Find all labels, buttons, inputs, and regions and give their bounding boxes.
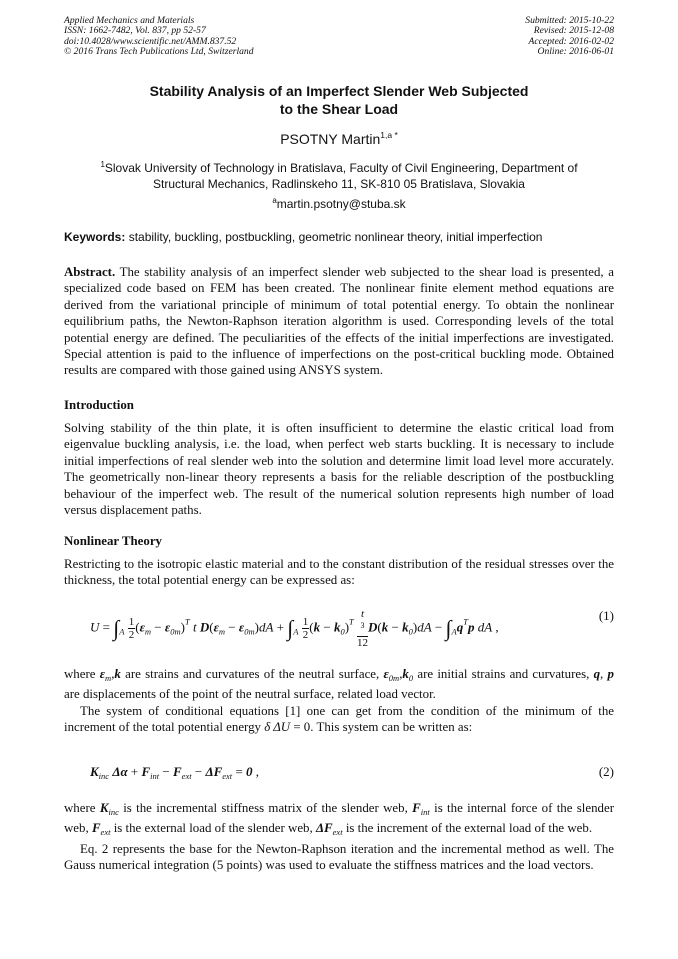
- dates-header: [525, 16, 614, 58]
- introduction-text: [64, 420, 614, 518]
- affiliation-line-1: Slovak University of Technology in Bratislava, Faculty of Civil Engineering, Department of: [104, 161, 578, 175]
- abstract-text: The stability analysis of an imperfect slender web subjected to the shear load is presented, a specialized code based on FEM has been created. The nonlinear finite element method equations are derived from the variational principle of minimum of total potential energy. To obtain the nonlinear equilibrium paths, the Newton-Raphson iteration algorithm is used. Corresponding levels of the total potential energy are defined. The peculiarities of the effects of the initial imperfections are investigated. Special attention is paid to the influence of imperfections on the post-critical buckling mode. Obtained results are compared with those gained using ANSYS system.: [64, 265, 614, 378]
- date-submitted: Submitted: 2015-10-22: [525, 15, 614, 26]
- date-revised: Revised: 2015-12-08: [533, 25, 614, 37]
- author-name: PSOTNY Martin: [280, 131, 381, 147]
- equation-1: [64, 608, 614, 650]
- date-accepted: Accepted: 2016-02-02: [528, 35, 614, 47]
- title-line-1: Stability Analysis of an Imperfect Slender Web Subjected: [149, 83, 529, 99]
- affiliation-sup: 1: [100, 160, 105, 169]
- equation-2-number: (2): [598, 764, 614, 779]
- abstract-label: Abstract.: [64, 265, 116, 279]
- nonlinear-paragraph-1: Restricting to the isotropic elastic material and to the constant distribution of the residual stresses over the thickness, the total potential energy can be expressed as:: [64, 557, 614, 588]
- journal-name: Applied Mechanics and Materials: [64, 15, 195, 26]
- journal-header: [64, 16, 254, 58]
- author-sup: 1,a *: [380, 130, 398, 140]
- email-address[interactable]: martin.psotny@stuba.sk: [276, 197, 406, 211]
- abstract: [64, 264, 614, 379]
- keywords-label: Keywords:: [64, 230, 126, 244]
- journal-doi: doi:10.4028/www.scientific.net/AMM.837.52: [64, 35, 237, 47]
- nonlinear-heading: Nonlinear Theory: [64, 534, 163, 548]
- journal-copyright: © 2016 Trans Tech Publications Ltd, Switzerland: [64, 46, 254, 58]
- nonlinear-paragraph-2: where $\varepsilon_m,k$ are strains and curvatures of the neutral surface, $\varepsilon_{0m},k_0$ are initial strains and curvatures, q, p are displacements of the point of the neutral surface, related load vector. The system of conditional equations [1] one can get from the condition of the minimum of the increment of the total potential energy δ ΔU = 0. This system can be written as:: [64, 667, 614, 735]
- equation-2: [64, 764, 614, 786]
- introduction-heading: Introduction: [64, 398, 134, 412]
- author: [64, 130, 614, 147]
- nonlinear-paragraph-3: where $K_{inc}$ is the incremental stiffness matrix of the slender web, $F_{int}$ is the internal force of the slender web, $F_{ext}$ is the external load of the slender web, $\Delta F_{ext}$ is the increment of the external load of the web. Eq. 2 represents the base for the Newton-Raphson iteration and the incremental method as well. The Gauss numerical integration (5 points) was used to evaluate the stiffness matrices and the load vectors.: [64, 801, 614, 873]
- equation-2-body: $K_{inc}$ $\Delta\alpha + F_{int} - F_{ext} - \Delta F_{ext} = 0$ ,: [90, 764, 260, 781]
- email-sup: a: [272, 196, 277, 205]
- nonlinear-paragraph-4: Eq. 2 represents the base for the Newton-Raphson iteration and the incremental method as well. The Gauss numerical integration (5 points) was used to evaluate the stiffness matrices and the load vectors.: [64, 841, 614, 873]
- affiliation: [64, 157, 614, 192]
- keywords: [64, 230, 614, 244]
- keywords-text: stability, buckling, postbuckling, geometric nonlinear theory, initial imperfection: [128, 230, 543, 244]
- date-online: Online: 2016-06-01: [537, 46, 614, 58]
- paper-title: [64, 82, 614, 118]
- title-line-2: to the Shear Load: [279, 101, 399, 117]
- equation-1-body: $U = \int_A$ $\frac{1}{2}$ $(\varepsilon_m - \varepsilon_{0m})^T$ t $D(\varepsilon_m - \varepsilon_{0m})dA + \int_A$ $\frac{1}{2}$ $(k - k_0)^T$ t $^3$ 12 $D(k - k_0)dA - \int_Aq^Tp$ dA ,: [90, 608, 499, 649]
- equation-1-number: (1): [598, 608, 614, 623]
- email: [64, 196, 614, 211]
- affiliation-line-2: Structural Mechanics, Radlinskeho 11, SK-810 05 Bratislava, Slovakia: [153, 177, 525, 191]
- journal-issn: ISSN: 1662-7482, Vol. 837, pp 52-57: [64, 25, 206, 37]
- introduction-paragraph: Solving stability of the thin plate, it is often insufficient to determine the elastic critical load from eigenvalue buckling analysis, i.e. the load, when perfect web starts buckling. It is necessary to include initial imperfections of real slender web into the solution and determine limit load level more accurately. The geometrically non-linear theory represents a basis for the reliable description of the postbuckling behaviour of the imperfect web. The result of the numerical solution represents high number of load versus displacement paths.: [64, 421, 614, 518]
